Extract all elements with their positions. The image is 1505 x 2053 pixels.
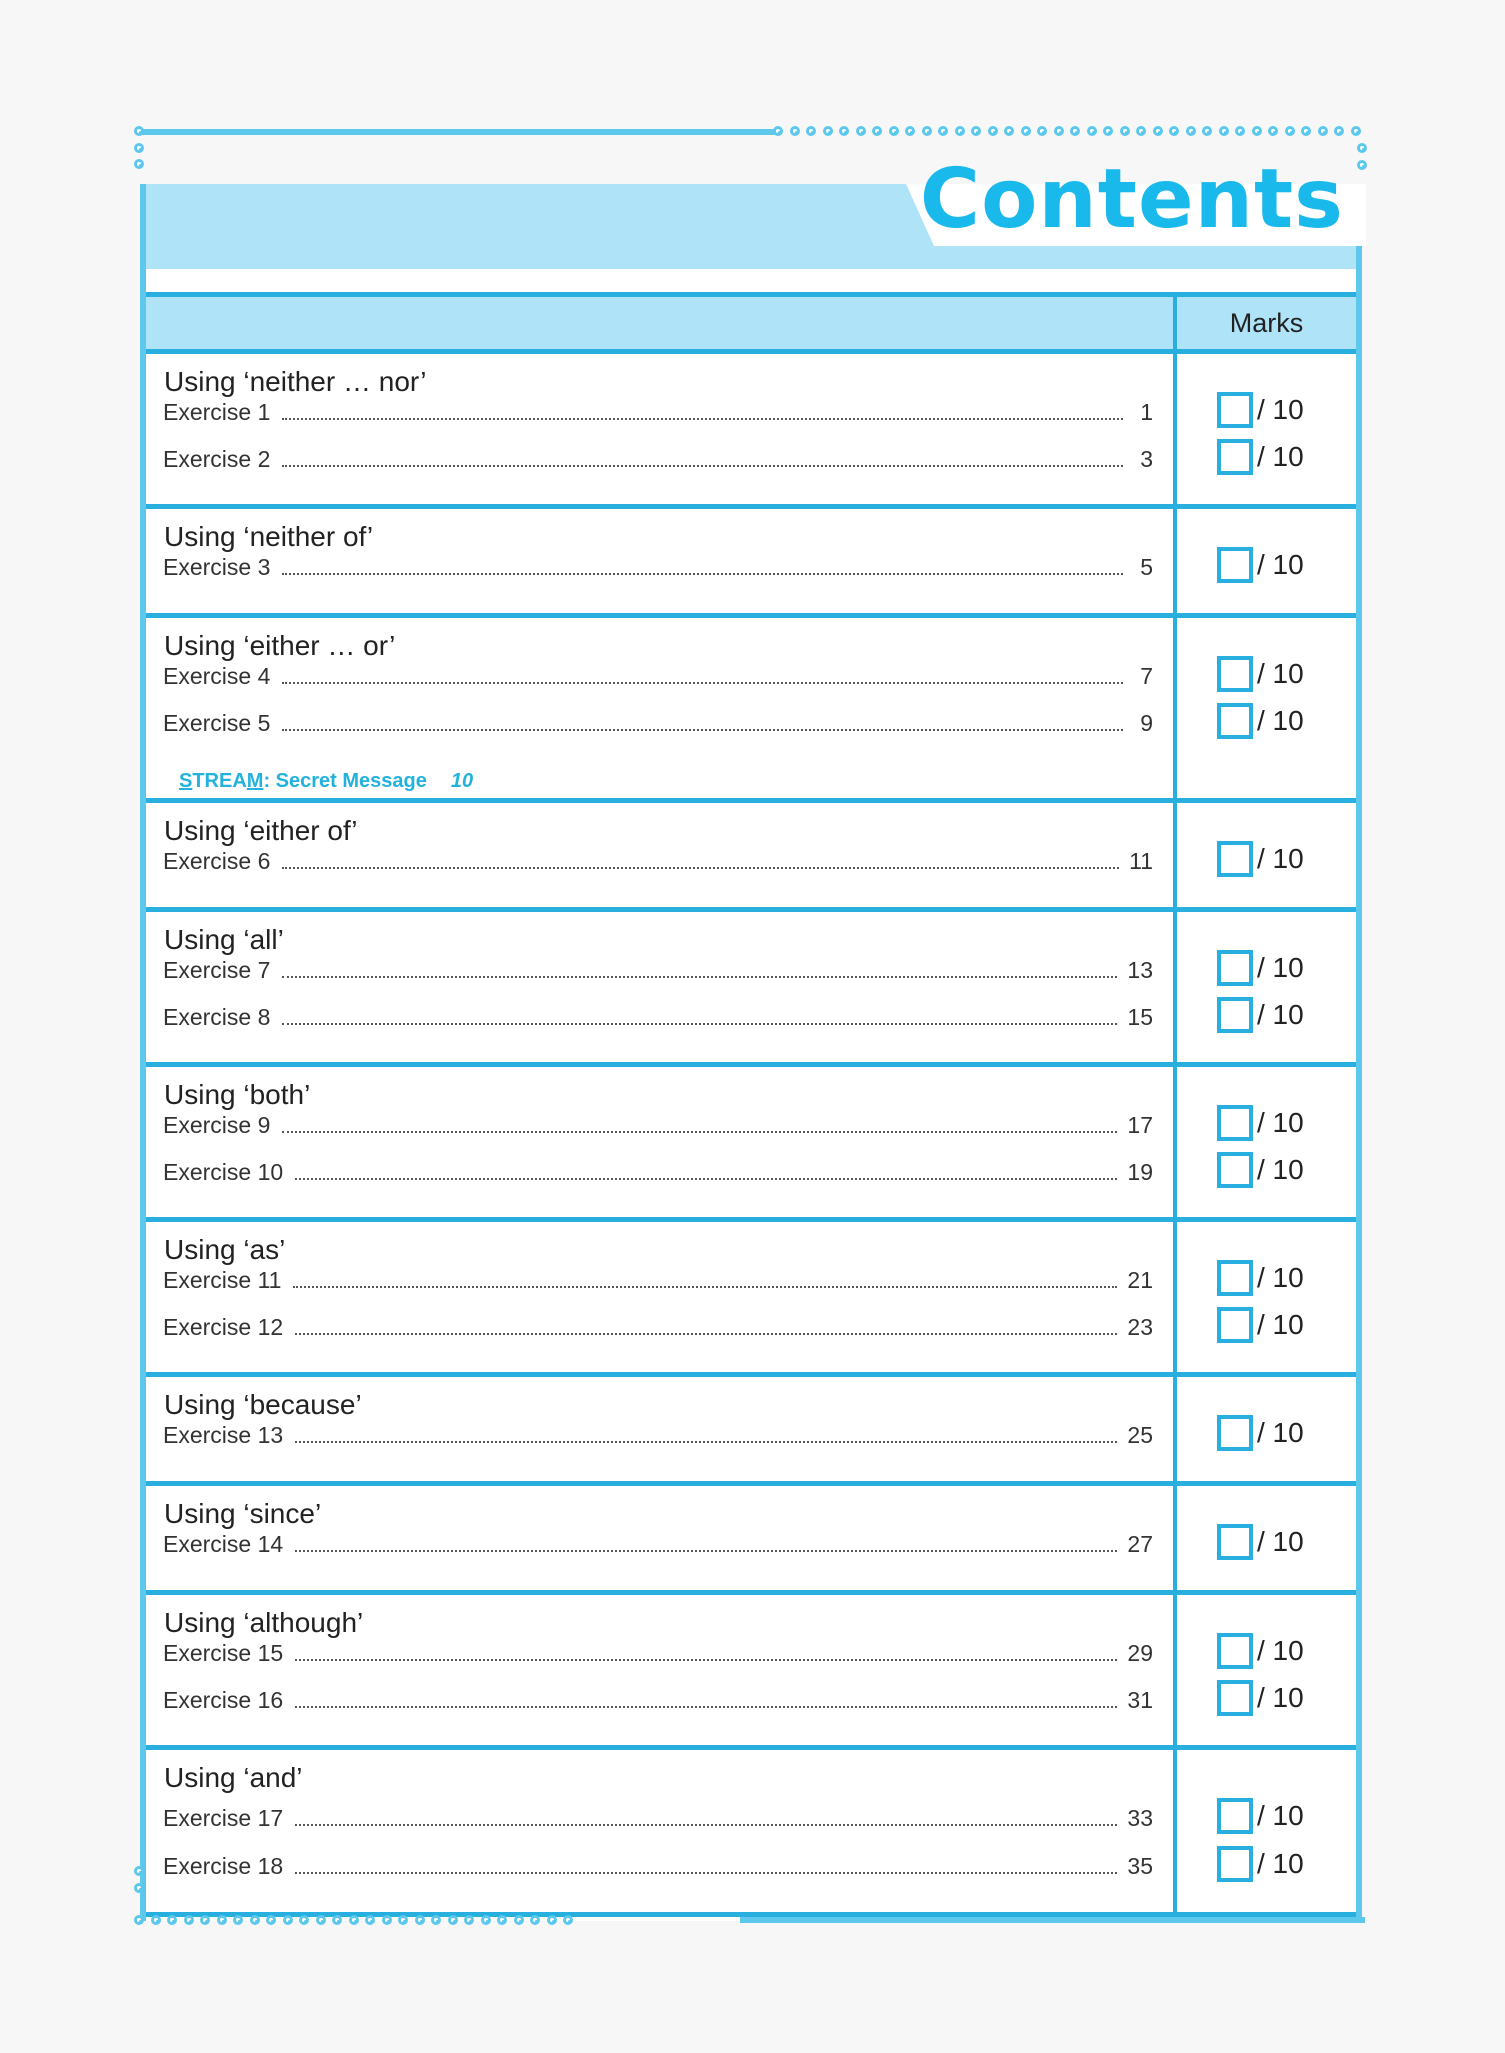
border-dot xyxy=(151,1915,161,1925)
exercise-page-number: 27 xyxy=(1127,1531,1153,1557)
marks-entry xyxy=(1217,1415,1304,1451)
border-dot xyxy=(1087,126,1097,136)
section-entries-cell xyxy=(146,803,1173,907)
border-dot xyxy=(530,1915,540,1925)
border-dot xyxy=(283,1915,293,1925)
score-box[interactable] xyxy=(1217,1846,1253,1882)
border-dot xyxy=(497,1915,507,1925)
border-dot xyxy=(200,1915,210,1925)
exercise-page-number: 33 xyxy=(1127,1805,1153,1831)
section-entries-cell xyxy=(146,1486,1173,1590)
marks-out-of: / 10 xyxy=(1257,1635,1304,1666)
score-box[interactable] xyxy=(1217,703,1253,739)
score-box[interactable] xyxy=(1217,1633,1253,1669)
exercise-page-number: 13 xyxy=(1127,957,1153,983)
marks-out-of: / 10 xyxy=(1257,1848,1304,1879)
border-dot xyxy=(1252,126,1262,136)
section-entries-cell xyxy=(146,1377,1173,1481)
marks-entry xyxy=(1217,1633,1304,1669)
marks-entry xyxy=(1217,1105,1304,1141)
border-dot xyxy=(971,126,981,136)
border-dot xyxy=(134,143,144,153)
stream-title: : Secret Message xyxy=(263,770,427,792)
marks-out-of: / 10 xyxy=(1257,1107,1304,1138)
section-title: Using ‘because’ xyxy=(164,1389,362,1420)
marks-entry xyxy=(1217,439,1304,475)
score-box[interactable] xyxy=(1217,656,1253,692)
exercise-label: Exercise 2 xyxy=(163,446,271,472)
score-box[interactable] xyxy=(1217,392,1253,428)
border-dot xyxy=(1235,126,1245,136)
section-entries-cell xyxy=(146,1222,1173,1372)
section-marks-cell xyxy=(1173,618,1356,798)
contents-section xyxy=(146,1595,1356,1750)
exercise-page-number: 35 xyxy=(1127,1853,1153,1879)
exercise-page-number: 7 xyxy=(1140,663,1153,689)
section-list xyxy=(146,354,1356,1917)
score-box[interactable] xyxy=(1217,547,1253,583)
border-dot xyxy=(1153,126,1163,136)
exercise-entry[interactable] xyxy=(163,1417,1153,1449)
marks-out-of: / 10 xyxy=(1257,843,1304,874)
border-dot xyxy=(299,1915,309,1925)
border-dot xyxy=(398,1915,408,1925)
border-dot xyxy=(415,1915,425,1925)
score-box[interactable] xyxy=(1217,950,1253,986)
border-dot xyxy=(1301,126,1311,136)
border-dot xyxy=(1219,126,1229,136)
marks-entry xyxy=(1217,547,1304,583)
marks-out-of: / 10 xyxy=(1257,999,1304,1030)
border-dot xyxy=(938,126,948,136)
section-marks-cell xyxy=(1173,1486,1356,1590)
dotted-border-left-top xyxy=(134,126,144,169)
dot-leader xyxy=(282,1022,1117,1025)
score-box[interactable] xyxy=(1217,997,1253,1033)
stream-letters-mid: TREA xyxy=(192,770,247,792)
marks-entry xyxy=(1217,1680,1304,1716)
border-dot xyxy=(1357,160,1367,170)
marks-entry xyxy=(1217,1307,1304,1343)
exercise-label: Exercise 17 xyxy=(163,1805,284,1831)
marks-out-of: / 10 xyxy=(1257,1800,1304,1831)
border-dot xyxy=(889,126,899,136)
exercise-page-number: 19 xyxy=(1127,1159,1153,1185)
frame-top-line xyxy=(140,129,780,135)
exercise-page-number: 25 xyxy=(1127,1422,1153,1448)
exercise-page-number: 15 xyxy=(1127,1004,1153,1030)
section-entries-cell xyxy=(146,1067,1173,1217)
border-dot xyxy=(955,126,965,136)
exercise-entry[interactable] xyxy=(163,843,1153,875)
contents-section xyxy=(146,1377,1356,1486)
marks-entry xyxy=(1217,1846,1304,1882)
contents-section xyxy=(146,1222,1356,1377)
border-dot xyxy=(382,1915,392,1925)
exercise-entry[interactable] xyxy=(163,1262,1153,1294)
border-dot xyxy=(547,1915,557,1925)
border-dot xyxy=(806,126,816,136)
border-dot xyxy=(233,1915,243,1925)
dot-leader xyxy=(295,1440,1117,1443)
border-dot xyxy=(922,126,932,136)
border-dot xyxy=(1070,126,1080,136)
exercise-entry[interactable] xyxy=(163,1635,1153,1667)
score-box[interactable] xyxy=(1217,1152,1253,1188)
dot-leader xyxy=(282,681,1123,684)
exercise-page-number: 9 xyxy=(1140,710,1153,736)
border-dot xyxy=(1054,126,1064,136)
exercise-entry[interactable] xyxy=(163,1526,1153,1558)
section-title: Using ‘although’ xyxy=(164,1607,364,1638)
dot-leader xyxy=(282,728,1123,731)
border-dot xyxy=(217,1915,227,1925)
dot-leader xyxy=(282,464,1123,467)
exercise-entry[interactable] xyxy=(163,705,1153,737)
dot-leader xyxy=(293,1285,1117,1288)
exercise-page-number: 1 xyxy=(1140,399,1153,425)
table-header xyxy=(146,297,1356,354)
exercise-page-number: 3 xyxy=(1140,446,1153,472)
section-title: Using ‘and’ xyxy=(164,1762,303,1793)
border-dot xyxy=(1268,126,1278,136)
exercise-entry[interactable] xyxy=(163,1682,1153,1714)
marks-entry xyxy=(1217,1524,1304,1560)
section-title: Using ‘either of’ xyxy=(164,815,358,846)
exercise-entry[interactable] xyxy=(163,1800,1153,1832)
marks-out-of: / 10 xyxy=(1257,952,1304,983)
dot-leader xyxy=(282,975,1117,978)
dotted-border-bottom xyxy=(134,1915,573,1925)
marks-out-of: / 10 xyxy=(1257,1417,1304,1448)
dot-leader xyxy=(282,1130,1117,1133)
contents-section xyxy=(146,912,1356,1067)
exercise-label: Exercise 9 xyxy=(163,1112,271,1138)
marks-entry xyxy=(1217,703,1304,739)
marks-out-of: / 10 xyxy=(1257,1309,1304,1340)
border-dot xyxy=(349,1915,359,1925)
dot-leader xyxy=(295,1549,1117,1552)
exercise-page-number: 23 xyxy=(1127,1314,1153,1340)
marks-out-of: / 10 xyxy=(1257,394,1304,425)
header-blank-cell xyxy=(146,297,1173,349)
score-box[interactable] xyxy=(1217,439,1253,475)
stream-secret-message-link[interactable] xyxy=(179,770,473,793)
score-box[interactable] xyxy=(1217,1260,1253,1296)
marks-out-of: / 10 xyxy=(1257,1262,1304,1293)
exercise-label: Exercise 4 xyxy=(163,663,271,689)
marks-entry xyxy=(1217,841,1304,877)
marks-header: Marks xyxy=(1173,297,1356,349)
section-title: Using ‘neither … nor’ xyxy=(164,366,427,397)
exercise-label: Exercise 14 xyxy=(163,1531,284,1557)
exercise-page-number: 21 xyxy=(1127,1267,1153,1293)
exercise-label: Exercise 16 xyxy=(163,1687,284,1713)
score-box[interactable] xyxy=(1217,1680,1253,1716)
contents-section xyxy=(146,1486,1356,1595)
border-dot xyxy=(790,126,800,136)
marks-entry xyxy=(1217,997,1304,1033)
contents-section xyxy=(146,803,1356,912)
border-dot xyxy=(134,1915,144,1925)
border-dot xyxy=(250,1915,260,1925)
section-marks-cell xyxy=(1173,1750,1356,1912)
exercise-entry[interactable] xyxy=(163,658,1153,690)
marks-out-of: / 10 xyxy=(1257,1154,1304,1185)
section-entries-cell xyxy=(146,354,1173,504)
section-marks-cell xyxy=(1173,1222,1356,1372)
section-entries-cell xyxy=(146,1595,1173,1745)
border-dot xyxy=(332,1915,342,1925)
border-dot xyxy=(1021,126,1031,136)
dotted-border-left-bottom xyxy=(134,1866,144,1893)
dot-leader xyxy=(295,1705,1117,1708)
exercise-label: Exercise 15 xyxy=(163,1640,284,1666)
score-box[interactable] xyxy=(1217,1307,1253,1343)
exercise-label: Exercise 1 xyxy=(163,399,271,425)
section-marks-cell xyxy=(1173,1595,1356,1745)
exercise-entry[interactable] xyxy=(163,1107,1153,1139)
section-title: Using ‘both’ xyxy=(164,1079,311,1110)
section-marks-cell xyxy=(1173,912,1356,1062)
border-dot xyxy=(1357,143,1367,153)
dot-leader xyxy=(295,1177,1117,1180)
exercise-entry[interactable] xyxy=(163,1154,1153,1186)
section-title: Using ‘neither of’ xyxy=(164,521,374,552)
frame-bottom-line xyxy=(740,1917,1365,1923)
exercise-page-number: 31 xyxy=(1127,1687,1153,1713)
section-marks-cell xyxy=(1173,354,1356,504)
border-dot xyxy=(134,126,144,136)
exercise-label: Exercise 10 xyxy=(163,1159,284,1185)
dotted-border-top xyxy=(773,126,1361,136)
marks-out-of: / 10 xyxy=(1257,441,1304,472)
score-box[interactable] xyxy=(1217,1105,1253,1141)
contents-section xyxy=(146,1750,1356,1917)
border-dot xyxy=(1136,126,1146,136)
border-dot xyxy=(167,1915,177,1925)
section-title: Using ‘since’ xyxy=(164,1498,322,1529)
border-dot xyxy=(905,126,915,136)
contents-section xyxy=(146,509,1356,618)
stream-page-number: 10 xyxy=(450,770,474,792)
contents-section xyxy=(146,1067,1356,1222)
dot-leader xyxy=(282,866,1119,869)
border-dot xyxy=(316,1915,326,1925)
contents-section xyxy=(146,354,1356,509)
border-dot xyxy=(1186,126,1196,136)
marks-entry xyxy=(1217,1260,1304,1296)
border-dot xyxy=(1285,126,1295,136)
score-box[interactable] xyxy=(1217,841,1253,877)
section-marks-cell xyxy=(1173,1377,1356,1481)
exercise-entry[interactable] xyxy=(163,394,1153,426)
dot-leader xyxy=(282,572,1123,575)
dot-leader xyxy=(282,417,1123,420)
border-dot xyxy=(823,126,833,136)
border-dot xyxy=(856,126,866,136)
dot-leader xyxy=(295,1658,1117,1661)
page-title: Contents xyxy=(919,152,1344,247)
marks-entry xyxy=(1217,950,1304,986)
border-dot xyxy=(1351,126,1361,136)
section-title: Using ‘either … or’ xyxy=(164,630,396,661)
dotted-border-right-top xyxy=(1357,143,1367,170)
exercise-label: Exercise 6 xyxy=(163,848,271,874)
border-dot xyxy=(184,1915,194,1925)
exercise-entry[interactable] xyxy=(163,441,1153,473)
border-dot xyxy=(773,126,783,136)
border-dot xyxy=(1169,126,1179,136)
border-dot xyxy=(563,1915,573,1925)
exercise-label: Exercise 5 xyxy=(163,710,271,736)
marks-out-of: / 10 xyxy=(1257,658,1304,689)
section-title: Using ‘all’ xyxy=(164,924,284,955)
marks-out-of: / 10 xyxy=(1257,549,1304,580)
section-entries-cell xyxy=(146,1750,1173,1912)
exercise-label: Exercise 3 xyxy=(163,554,271,580)
border-dot xyxy=(481,1915,491,1925)
exercise-label: Exercise 7 xyxy=(163,957,271,983)
exercise-label: Exercise 18 xyxy=(163,1853,284,1879)
border-dot xyxy=(1037,126,1047,136)
marks-entry xyxy=(1217,1152,1304,1188)
contents-table xyxy=(146,292,1356,1917)
score-box[interactable] xyxy=(1217,1524,1253,1560)
border-dot xyxy=(431,1915,441,1925)
section-entries-cell xyxy=(146,618,1173,798)
border-dot xyxy=(134,1866,144,1876)
exercise-entry[interactable] xyxy=(163,549,1153,581)
border-dot xyxy=(1004,126,1014,136)
border-dot xyxy=(1103,126,1113,136)
exercise-page-number: 5 xyxy=(1140,554,1153,580)
border-dot xyxy=(839,126,849,136)
marks-entry xyxy=(1217,656,1304,692)
section-entries-cell xyxy=(146,912,1173,1062)
section-marks-cell xyxy=(1173,803,1356,907)
border-dot xyxy=(134,159,144,169)
border-dot xyxy=(988,126,998,136)
exercise-page-number: 17 xyxy=(1127,1112,1153,1138)
exercise-page-number: 29 xyxy=(1127,1640,1153,1666)
stream-letter-s: S xyxy=(179,770,193,792)
score-box[interactable] xyxy=(1217,1415,1253,1451)
marks-entry xyxy=(1217,1798,1304,1834)
exercise-label: Exercise 8 xyxy=(163,1004,271,1030)
border-dot xyxy=(872,126,882,136)
exercise-entry[interactable] xyxy=(163,1309,1153,1341)
contents-section xyxy=(146,618,1356,803)
marks-entry xyxy=(1217,392,1304,428)
stream-letter-m: M xyxy=(246,770,264,792)
exercise-label: Exercise 11 xyxy=(163,1267,282,1293)
border-dot xyxy=(514,1915,524,1925)
dot-leader xyxy=(295,1332,1117,1335)
border-dot xyxy=(1120,126,1130,136)
exercise-label: Exercise 12 xyxy=(163,1314,284,1340)
exercise-label: Exercise 13 xyxy=(163,1422,284,1448)
border-dot xyxy=(1202,126,1212,136)
exercise-entry[interactable] xyxy=(163,1848,1153,1880)
section-entries-cell xyxy=(146,509,1173,613)
marks-out-of: / 10 xyxy=(1257,1526,1304,1557)
border-dot xyxy=(134,1883,144,1893)
score-box[interactable] xyxy=(1217,1798,1253,1834)
exercise-page-number: 11 xyxy=(1129,848,1153,874)
border-dot xyxy=(464,1915,474,1925)
exercise-entry[interactable] xyxy=(163,952,1153,984)
border-dot xyxy=(365,1915,375,1925)
border-dot xyxy=(266,1915,276,1925)
section-marks-cell xyxy=(1173,1067,1356,1217)
section-title: Using ‘as’ xyxy=(164,1234,286,1265)
border-dot xyxy=(1334,126,1344,136)
section-marks-cell xyxy=(1173,509,1356,613)
border-dot xyxy=(1318,126,1328,136)
exercise-entry[interactable] xyxy=(163,999,1153,1031)
contents-page xyxy=(140,152,1362,1921)
marks-out-of: / 10 xyxy=(1257,705,1304,736)
dot-leader xyxy=(295,1871,1117,1874)
marks-out-of: / 10 xyxy=(1257,1682,1304,1713)
border-dot xyxy=(448,1915,458,1925)
dot-leader xyxy=(295,1823,1117,1826)
